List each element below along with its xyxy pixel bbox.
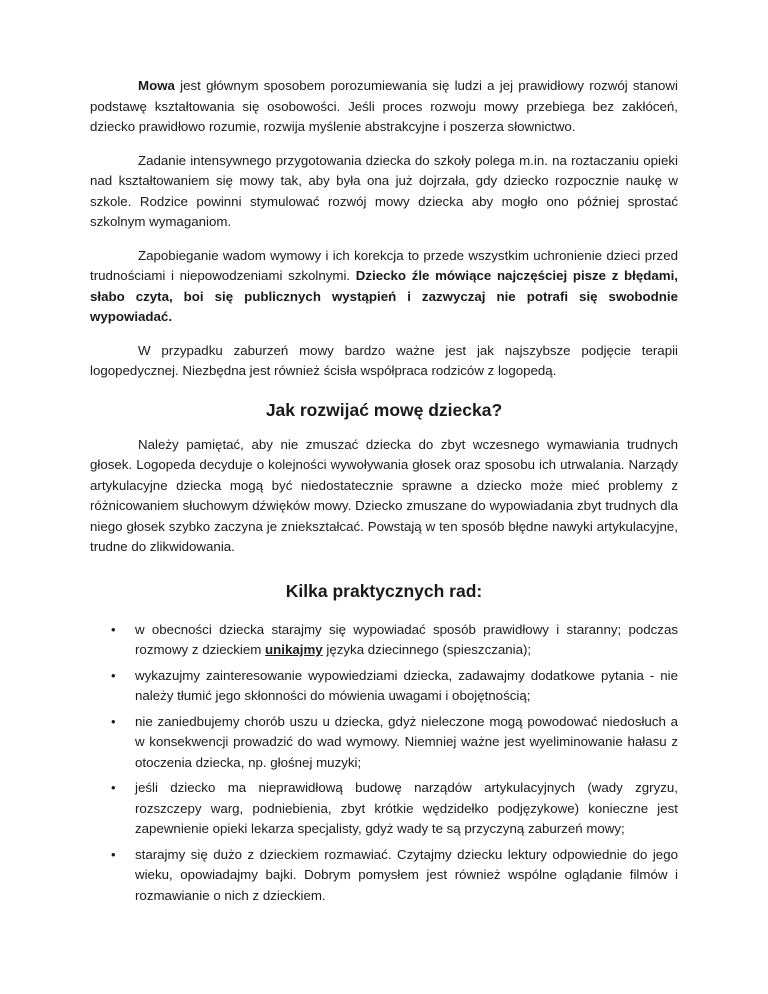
list-item xyxy=(111,620,678,661)
tip-text: starajmy się dużo z dzieckiem rozmawiać. Czytajmy dziecku lektury odpowiednie do jego wieku, opowiadajmy bajki. Dobrym pomysłem jest również wspólne oglądanie filmów i rozmawianie o nich z dzieckiem. xyxy=(135,846,678,903)
paragraph-prevention-text: Zapobieganie wadom wymowy i ich korekcja to przede wszystkim uchronienie dzieci przed trudnościami i niepowodzeniami szkolnymi. xyxy=(90,247,678,283)
tip-text: nie zaniedbujemy chorób uszu u dziecka, gdyż nieleczone mogą powodować niedosłuch a w konsekwencji prowadzić do wad wymowy. Niemniej ważne jest wyeliminowanie hałasu z otoczenia dziecka, np. głośnej muzyki; xyxy=(135,713,678,770)
paragraph-intro xyxy=(90,76,678,138)
tip-text-after: języka dziecinnego (spieszczania); xyxy=(322,642,532,657)
tip-text: w obecności dziecka starajmy się wypowiadać sposób prawidłowy i staranny; podczas rozmowy z dzieckiem xyxy=(135,621,678,657)
paragraph-therapy: W przypadku zaburzeń mowy bardzo ważne jest jak najszybsze podjęcie terapii logopedycznej. Niezbędna jest również ścisła współpraca rodziców z logopedą. xyxy=(90,342,678,378)
tip-emphasis: unikajmy xyxy=(265,642,323,657)
list-item xyxy=(111,778,678,840)
list-item xyxy=(111,845,678,907)
bullet-icon: • xyxy=(111,667,116,683)
bold-lead-word: Mowa xyxy=(138,78,175,93)
heading-practical-tips: Kilka praktycznych rad: xyxy=(285,580,483,601)
paragraph-remember: Należy pamiętać, aby nie zmuszać dziecka do zbyt wczesnego wymawiania trudnych głosek. Logopeda decyduje o kolejności wywoływania głosek oraz sposobu ich utrwalania. Narządy artykulacyjne dziecka mogą być niedostatecznie sprawne a dziecko może mieć problemy z różnicowaniem słuchowym dźwięków mowy. Dziecko zmuszane do wypowiadania zbyt trudnych dla niego głosek szybko zaczyna je zniekształcać. Powstają w ten sposób błędne nawyki artykulacyjne, trudne do zlikwidowania. xyxy=(90,436,678,554)
tip-text: jeśli dziecko ma nieprawidłową budowę narządów artykulacyjnych (wady zgryzu, rozszczepy warg, podniebienia, zbyt krótkie wędzidełko podjęzykowe) konieczne jest zapewnienie opieki lekarza specjalisty, gdyż wady te są przyczyną zaburzeń mowy; xyxy=(135,780,678,836)
bullet-icon: • xyxy=(111,780,116,795)
tip-text: wykazujmy zainteresowanie wypowiedziami dziecka, zadawajmy dodatkowe pytania - nie należy tłumić jego skłonności do mówienia uwagami i obojętnością; xyxy=(135,667,678,703)
bullet-icon: • xyxy=(111,713,116,729)
list-item xyxy=(111,666,678,707)
tips-list xyxy=(90,620,678,907)
heading-develop-speech: Jak rozwijać mowę dziecka? xyxy=(265,399,503,420)
bullet-icon: • xyxy=(111,621,116,637)
paragraph-prevention xyxy=(90,246,678,328)
list-item xyxy=(111,712,678,774)
paragraph-intro-text: jest głównym sposobem porozumiewania się ludzi a jej prawidłowy rozwój stanowi podstawę kształtowania się osobowości. Jeśli proces rozwoju mowy przebiega bez zakłóceń, dziecko prawidłowo rozumie, rozwija myślenie abstrakcyjne i poszerza słownictwo. xyxy=(90,78,678,134)
bullet-icon: • xyxy=(111,846,116,862)
paragraph-preparation: Zadanie intensywnego przygotowania dziecka do szkoły polega m.in. na roztaczaniu opieki nad kształtowaniem się mowy tak, aby była ona już dojrzała, gdy dziecko rozpocznie naukę w szkole. Rodzice powinni stymulować rozwój mowy dziecka aby mogło ono później sprostać szkolnym wymaganiom. xyxy=(90,152,678,229)
paragraph-prevention-bold: Dziecko źle mówiące najczęściej pisze z błędami, słabo czyta, boi się publicznych wystąpień i zazwyczaj nie potrafi się swobodnie wypowiadać. xyxy=(90,268,678,324)
